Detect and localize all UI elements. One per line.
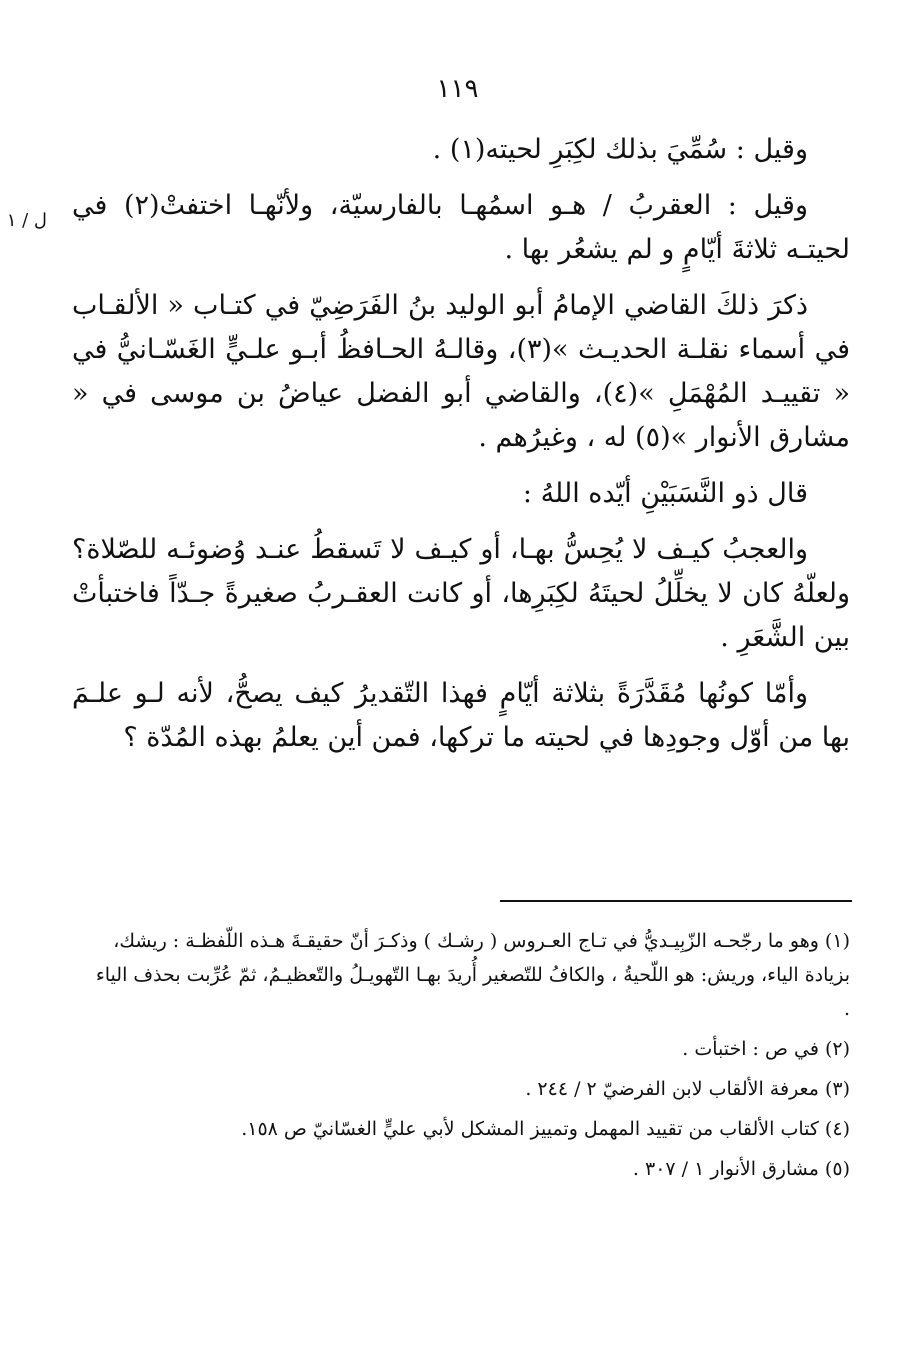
- footnote-5: (٥) مشارق الأنوار ١ / ٣٠٧ .: [632, 1158, 850, 1180]
- paragraph-6: وأمّا كونُها مُقَدَّرَةً بثلاثة أيّامٍ فهذا التّقديرُ كيف يصحُّ، لأنه لـو علـمَ بها من أوّل وجودِها في لحيته ما تركها، فمن أين يعلمُ بهذه المُدّة ؟: [72, 678, 850, 753]
- main-text: [72, 128, 850, 772]
- paragraph-5: والعجبُ كيـف لا يُحِسُّ بهـا، أو كيـف لا تَسقطُ عنـد وُضوئـه للصّلاة؟ ولعلّهُ كان لا يخلِّلُ لحيتَهُ لكِبَرِها، أو كانت العقـربُ صغيرةً جـدّاً فاختبأتْ بين الشَّعَرِ .: [72, 534, 850, 653]
- footnote-divider: [500, 900, 852, 902]
- footnote-3: (٣) معرفة الألقاب لابن الفرضيّ ٢ / ٢٤٤ .: [525, 1078, 850, 1100]
- footnotes: [92, 924, 850, 1192]
- footnote-2: (٢) في ص : اختبأت .: [682, 1038, 850, 1060]
- footnote-1: (١) وهو ما رجّحـه الزّبِيـديُّ في تـاج العـروس ( رشـك ) وذكـرَ أنّ حقيقـةَ هـذه اللّفظـة : ريشك، بزيادة الياء، وريش: هو اللّحيةُ ، والكافُ للتّصغير أُريدَ بهـا التّهويـلُ والتّعظيـمُ، ثمّ عُرِّبت بحذف الياء .: [95, 930, 850, 1020]
- paragraph-2: وقيل : العقربُ / هـو اسمُهـا بالفارسيّة، ولأنّهـا اختفتْ(٢) في لحيتـه ثلاثةَ أيّامٍ و لم يشعُر بها .: [72, 190, 850, 265]
- page-number: ١١٩: [436, 74, 479, 104]
- paragraph-4: قال ذو النَّسَبَيْنِ أيّده اللهُ :: [522, 478, 808, 509]
- margin-note: ل / ١: [6, 210, 47, 231]
- paragraph-3: ذكرَ ذلكَ القاضي الإمامُ أبو الوليد بنُ الفَرَضِيّ في كتـاب « الألقـاب في أسماء نقلـة الحديـث »(٣)، وقالـهُ الحـافظُ أبـو علـيٍّ الغَسّـانيُّ في « تقييـد المُهْمَلِ »(٤)، والقاضي أبو الفضل عياضُ بن موسى في « مشارق الأنوار »(٥) له ، وغيرُهم .: [72, 290, 850, 453]
- paragraph-1: وقيل : سُمِّيَ بذلك لكِبَرِ لحيته(١) .: [432, 134, 808, 165]
- footnote-4: (٤) كتاب الألقاب من تقييد المهمل وتمييز المشكل لأبي عليٍّ الغسّانيّ ص ١٥٨.: [241, 1118, 850, 1140]
